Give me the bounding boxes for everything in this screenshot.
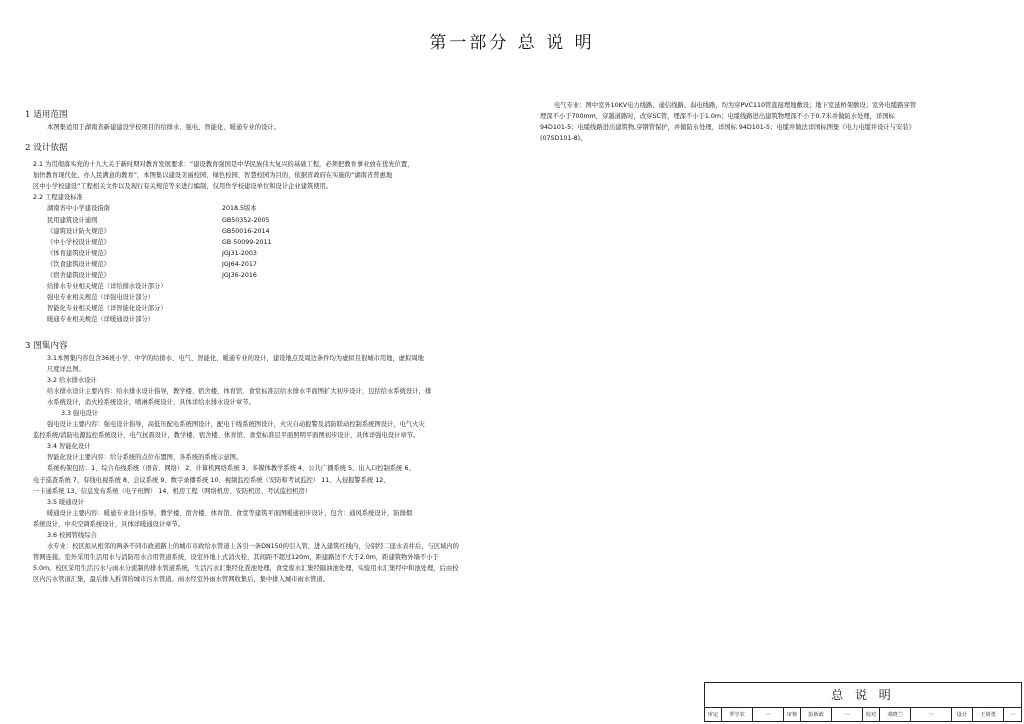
standard-name: 民用建筑设计通则 [47,216,98,224]
section-3-4-line: 系统构架包括：1、综合布线系统（语音、网络） 2、计算机网络系统 3、多媒体教学系统 4、公共广播系统 5、出入口控制系统 6、 [47,465,415,473]
section-3-6-line: 管网连接。室外采用生活用水与消防用水合用管道系统，设室外地上式消火栓，其间距不超过120m，距建路边不大于2.0m，距建筑物外墙不小于 [33,554,439,562]
standard-code: JGJ36-2016 [222,272,257,280]
cell-label: 审定 [705,708,722,721]
section-3-1-line: 3.1本图集内容包含36班小学、中学的给排水、电气、智能化、暖通专业的设计，建设地点及周边条件均为虚拟且很城市用地，虚拟周地 [47,354,424,362]
standard-code: JGJ31-2003 [222,249,257,257]
standards-list [25,203,515,325]
signature-icon: 〰 [911,708,952,721]
other-spec: 智能化专业相关规范（详智能化设计部分） [47,305,167,313]
section-2-2-heading: 2.2 工程建设标准 [33,194,83,202]
section-3-4-heading: 3.4 智能化设计 [47,443,91,451]
standard-row [25,270,515,281]
electrical-line: (07SD101-8)。 [540,135,587,143]
title-block [704,682,1022,722]
other-spec: 暖通专业相关规范（详暖通设计部分） [47,316,155,324]
section-1-text: 本图集适用于湖南省新建建设学校项目的给排水、强电、智能化、暖通专业的设计。 [47,124,280,131]
section-3-6-line: 5.0m。校区采用生活污水与雨水分流制的排水管道系统，生活污水汇集经化粪池处理，食堂废水汇集经隔油池处理，实验用水汇集经中和池处理，后由校 [33,565,459,573]
electrical-line: 电气专业：图中室外10KV电力线路、通信线路、弱电线路，均为穿PVC110管直接埋地敷设；地下室延桥架敷设；室外电缆路穿管 [554,102,917,109]
section-3-4-line: 智能化设计主要内容：给分系统的点位布置图、各系统的系统示意图。 [47,454,243,462]
cell-value: 王倩勇 [973,708,1004,721]
section-3-5-heading: 3.5 暖通设计 [47,498,85,506]
section-3-heading: 3 图集内容 [25,340,68,351]
section-3-3-heading: 3.3 强电设计 [61,409,99,417]
electrical-line: 94D101-5；电缆线路进出建筑物,穿钢管保护，并做防水处理，详国标 94D101-5；电缆井做法详国标图集《电力电缆井设计与安装》 [540,124,915,132]
signature-icon: 〰 [1009,712,1016,718]
left-column [25,109,515,585]
page-title: 第一部分 总 说 明 [429,33,595,53]
section-3-4-line: 电子巡查系统 7、有线电视系统 8、会议系统 9、数字录播系统 10、视频监控系统（安防和考试监控） 11、入侵报警系统 12、 [33,476,390,484]
standard-name: 《体育建筑设计规范》 [47,249,110,257]
standard-code: 2018.5版本 [222,205,257,213]
section-3-2-line: 给水排水设计主要内容：给水排水设计指导，教学楼、宿舍楼、体育馆、食堂标准层给水排水平面图扩大初步设计，包括给水系统设计，排 [47,387,432,395]
cell-value: 邓晓兰 [880,708,911,721]
cell-label: 校对 [863,708,880,721]
section-1-heading: 1 适用范围 [25,110,68,120]
standard-code: GB50352-2005 [222,216,270,224]
section-2-1-line: 2.1 为贯彻落实党的十九大关于新时期对教育发展要求：“建设教育强国是中华民族伟大复兴的基础工程，必须把教育事业放在优先位置， [33,161,414,169]
standard-row [25,215,515,226]
section-3-4-line: 一卡通系统 13、信息发布系统（电子班牌） 14、机房工程（网络机房、安防机房、考试监控机房） [33,487,312,495]
section-3-2-heading: 3.2 给水排水设计 [47,376,97,384]
cell-value: 彭新政 [801,708,832,721]
standard-name: 《宿舍建筑设计规范》 [47,272,110,280]
section-3-3-line: 监控系统/消防电源监控系统设计，电气抗震设计，教学楼、宿舍楼、体育馆、食堂标准层平面照明平面图初步设计，具体详强电设计章节。 [33,432,420,440]
section-3-3-line: 强电设计主要内容：强电设计指导，高低压配电系统图设计，配电干线系统图设计，火灾自动报警及消防联动控制系统图设计，电气火灾 [47,421,425,429]
standard-name: 《饮食建筑设计规范》 [47,260,110,268]
section-3-2-line: 水系统设计，消火栓系统设计，喷淋系统设计，具体详给水排水设计章节。 [47,398,255,406]
section-3-5-line: 暖通设计主要内容：暖通专业设计指导，教学楼、宿舍楼、体育馆、食堂等建筑平面图暖通初步设计，包含：通风系统设计，防排烟 [47,509,413,517]
standard-code: JGJ64-2017 [222,260,257,268]
signature-row [705,708,1021,721]
section-2-1-line: 区中小学校建设”工程相关文件以及现行有关规范等来进行编制，仅用作学校建设单位和设计企业建筑使用。 [33,183,333,191]
standard-row [25,226,515,237]
section-2-heading: 2 设计依据 [25,143,68,154]
standard-row [25,248,515,259]
standard-name: 湖南省中小学建设指南 [47,205,110,213]
section-3-1-line: 尺度详总图。 [47,365,85,373]
section-3-5-line: 系统设计，中央空调系统设计，具体详暖通设计章节。 [33,520,185,528]
standard-name: 《建筑设计防火规范》 [47,227,110,235]
signature-icon: 〰 [832,708,863,721]
right-column [540,100,1010,144]
standard-code: GB 50099-2011 [222,238,272,246]
standard-row [25,259,515,270]
section-3-6-line: 水专业：校区拟从相邻的两条不同市政道路上的城市市政给水管道上各引一条DN150的引入管，进入建筑红线内，分别经二座水表井后，与区域内的 [47,543,459,551]
cell-label: 审核 [784,708,801,721]
standard-code: GB50016-2014 [222,227,270,235]
other-spec: 强电专业相关规范（详强电设计部分） [47,294,155,302]
section-3-6-line: 区内污水管道汇集，最后排入拆邻的城市污水管道。雨水经室外雨水管网收集后，集中排入城市雨水管道。 [33,576,329,584]
other-spec: 给排水专业相关规范（详给排水设计部分） [47,283,167,291]
standard-row [25,203,515,214]
cell-label: 设计 [952,708,973,721]
signature-icon: 〰 [753,708,784,721]
standard-row [25,237,515,248]
section-2-1-line: 加快教育现代化，办人民满意的教育”，本图集以建设美丽校园、绿色校园、智慧校园为目的，依据省政府在实施的“湖南省普惠地 [33,172,393,180]
standard-name: 《中小学校设计规范》 [47,238,110,246]
electrical-line: 埋深不小于700mm，穿越道路时，改穿SC管，埋深不小于1.0m；电缆线路进出建筑物埋深不小于0.7米并做防水处理，详国标 [540,113,895,121]
section-3-6-heading: 3.6 校园管线综合 [47,532,97,539]
cell-value: 罗学农 [722,708,753,721]
drawing-title: 总 说 明 [705,683,1021,708]
